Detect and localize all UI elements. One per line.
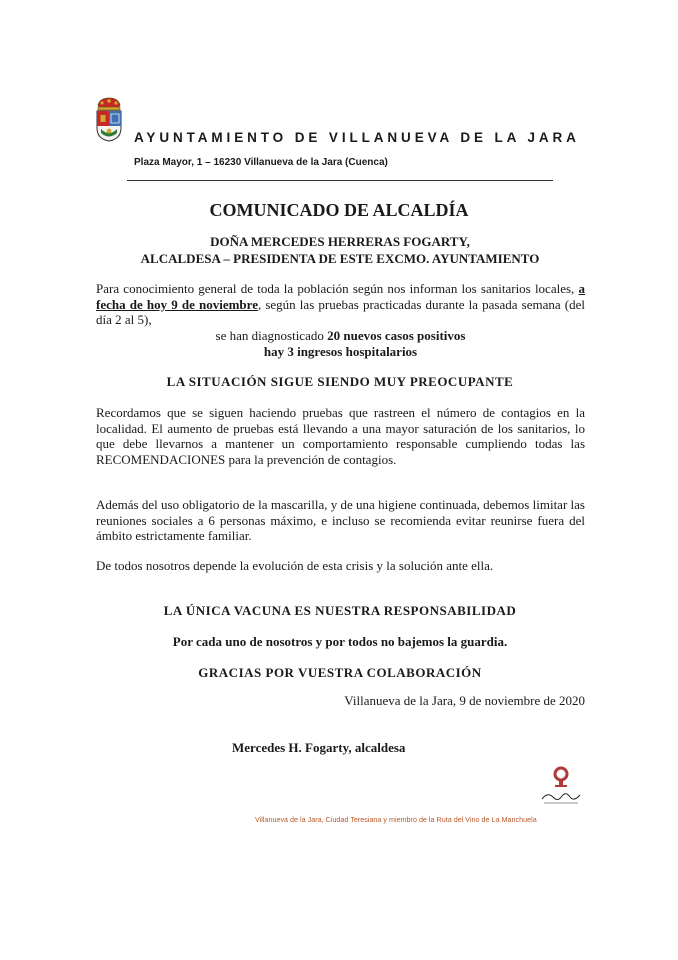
coat-of-arms-icon xyxy=(92,95,126,143)
header-divider xyxy=(127,180,553,181)
cases-count: 20 nuevos casos positivos xyxy=(327,328,466,343)
town-logo-icon xyxy=(538,765,584,807)
document-title: COMUNICADO DE ALCALDÍA xyxy=(209,200,469,220)
paragraph-intro xyxy=(96,281,585,328)
organization-address: Plaza Mayor, 1 – 16230 Villanueva de la Jara (Cuenca) xyxy=(134,157,388,168)
signatory-block xyxy=(60,233,620,267)
vaccine-heading: LA ÚNICA VACUNA ES NUESTRA RESPONSABILIDAD xyxy=(163,603,517,618)
paragraph-recommendations: Recordamos que se siguen haciendo pruebas que rastreen el número de contagios en la localidad. El aumento de pruebas está llevando a una mayor saturación de los sanitarios, lo que debe llevarnos a mantener un comportamiento responsable cumpliendo todas las RECOMENDACIONES para la prevención de contagios. xyxy=(96,405,585,467)
cases-line xyxy=(96,328,585,344)
signatory-position: ALCALDESA – PRESIDENTA DE ESTE EXCMO. AYUNTAMIENTO xyxy=(140,251,540,266)
signature: Mercedes H. Fogarty, alcaldesa xyxy=(232,740,406,755)
place-date: Villanueva de la Jara, 9 de noviembre de 2020 xyxy=(344,693,585,708)
hospital-count: hay 3 ingresos hospitalarios xyxy=(263,343,418,359)
signatory-name: DOÑA MERCEDES HERRERAS FOGARTY, xyxy=(210,234,470,249)
footer-tagline: Villanueva de la Jara, Ciudad Teresiana y miembro de la Ruta del Vino de La Manchuela xyxy=(255,815,537,824)
paragraph-cases xyxy=(96,328,585,359)
hospital-line xyxy=(96,344,585,360)
thanks-heading: GRACIAS POR VUESTRA COLABORACIÓN xyxy=(198,665,482,680)
intro-text-cont: , según las pruebas practicadas durante la pasada semana (del día 2 al 5), xyxy=(96,296,585,327)
cases-text: se han diagnosticado xyxy=(215,328,328,343)
intro-text: Para conocimiento general de toda la población según nos informan los sanitarios locales, xyxy=(96,281,579,296)
paragraph-responsibility: De todos nosotros depende la evolución de esta crisis y la solución ante ella. xyxy=(96,558,494,573)
situation-heading: LA SITUACIÓN SIGUE SIENDO MUY PREOCUPANTE xyxy=(166,374,514,389)
highlight-date: a fecha de hoy 9 de noviembre xyxy=(96,281,585,312)
guard-message: Por cada uno de nosotros y por todos no bajemos la guardia. xyxy=(172,634,508,649)
organization-name: AYUNTAMIENTO DE VILLANUEVA DE LA JARA xyxy=(134,130,580,145)
paragraph-measures: Además del uso obligatorio de la mascarilla, y de una higiene continuada, debemos limitar las reuniones sociales a 6 personas máximo, e incluso se recomienda evitar reunirse fuera del ámbito estrictamente familiar. xyxy=(96,497,585,543)
